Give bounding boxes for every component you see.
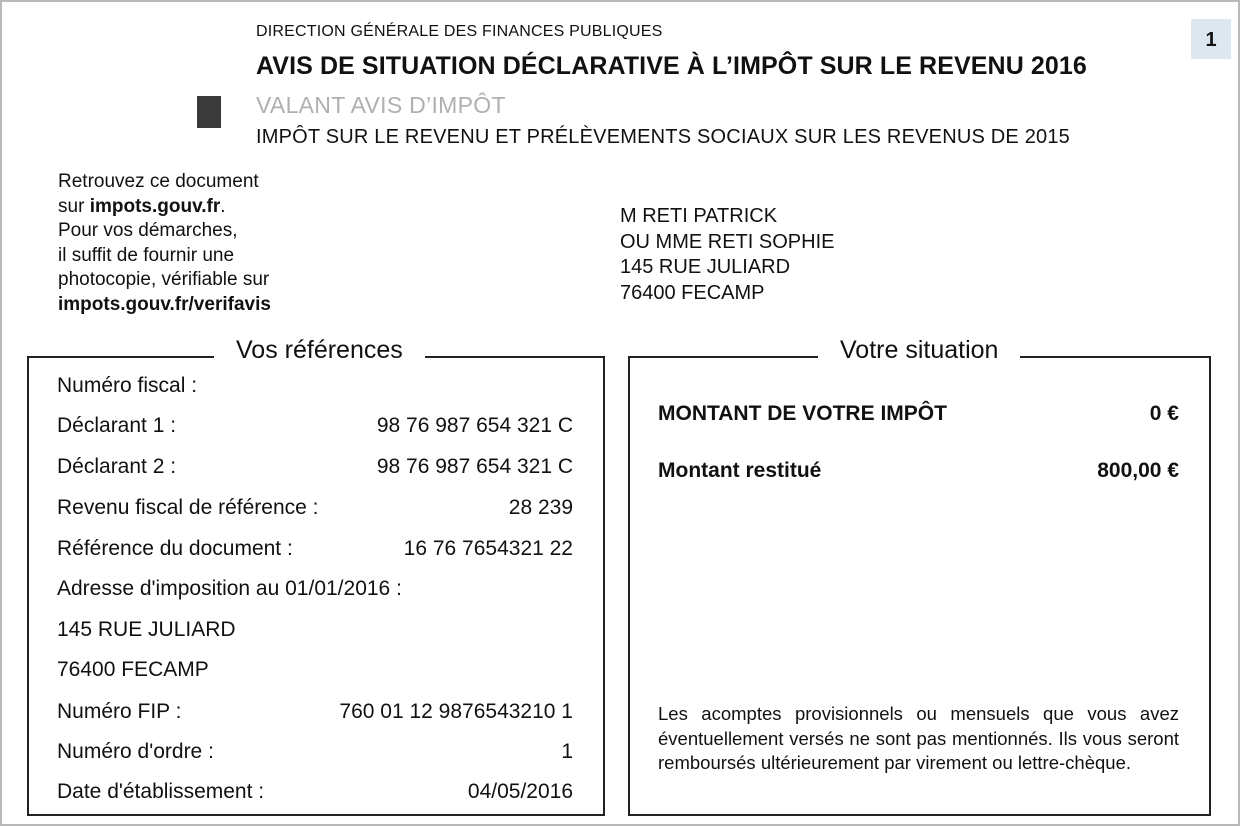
references-heading: Vos références — [214, 336, 425, 365]
address-line: 145 RUE JULIARD — [620, 256, 791, 278]
references-box — [27, 336, 605, 816]
reference-row: 145 RUE JULIARD — [57, 618, 236, 641]
tax-amount-value: 0 € — [1149, 402, 1179, 425]
document-scope: IMPÔT SUR LE REVENU ET PRÉLÈVEMENTS SOCIAUX SUR LES REVENUS DE 2015 — [256, 126, 1071, 148]
reference-row: Déclarant 2 : 98 76 987 654 321 C — [57, 455, 573, 478]
document-title: AVIS DE SITUATION DÉCLARATIVE À L’IMPÔT SUR LE REVENU 2016 — [256, 52, 1087, 80]
reference-row: Numéro fiscal : — [57, 374, 198, 397]
site-link: impots.gouv.fr — [89, 195, 221, 217]
reference-row: 76400 FECAMP — [57, 658, 209, 681]
situation-box — [628, 336, 1211, 816]
installments-note: Les acomptes provisionnels ou mensuels que vous avez éventuellement versés ne sont pas mentionnés. Ils vous seront remboursés ultérieurement par virement ou lettre-chèque. — [658, 703, 1179, 773]
verification-line: il suffit de fournir une — [58, 244, 235, 266]
department-name: DIRECTION GÉNÉRALE DES FINANCES PUBLIQUES — [256, 23, 663, 40]
reference-row: Revenu fiscal de référence : 28 239 — [57, 496, 573, 519]
tax-amount-label: MONTANT DE VOTRE IMPÔT — [658, 402, 947, 425]
marker-square — [197, 96, 221, 128]
reference-row: Référence du document : 16 76 7654321 22 — [57, 537, 573, 560]
verification-line: sur impots.gouv.fr. — [58, 195, 226, 217]
recipient-address — [620, 204, 834, 306]
document-subtitle: VALANT AVIS D’IMPÔT — [256, 92, 506, 118]
verification-line — [58, 293, 348, 318]
page-number-badge: 1 — [1191, 19, 1231, 59]
refund-value: 800,00 € — [1097, 459, 1179, 482]
verification-line: Pour vos démarches, — [58, 220, 238, 241]
reference-row: Date d'établissement : 04/05/2016 — [57, 780, 573, 803]
situation-heading: Votre situation — [818, 336, 1020, 365]
reference-row: Numéro d'ordre : 1 — [57, 740, 573, 763]
reference-row: Adresse d'imposition au 01/01/2016 : — [57, 577, 402, 600]
address-line: OU MME RETI SOPHIE — [620, 230, 835, 253]
address-line: 76400 FECAMP — [620, 281, 765, 304]
verification-notice — [58, 170, 348, 317]
reference-row: Déclarant 1 : 98 76 987 654 321 C — [57, 414, 573, 437]
address-line: M RETI PATRICK — [620, 205, 778, 227]
refund-label: Montant restitué — [658, 459, 822, 482]
verify-link: impots.gouv.fr/verifavis — [58, 293, 271, 315]
verification-line: Retrouvez ce document — [58, 171, 259, 192]
verification-line: photocopie, vérifiable sur — [58, 269, 270, 290]
reference-row: Numéro FIP : 760 01 12 9876543210 1 — [57, 700, 573, 723]
